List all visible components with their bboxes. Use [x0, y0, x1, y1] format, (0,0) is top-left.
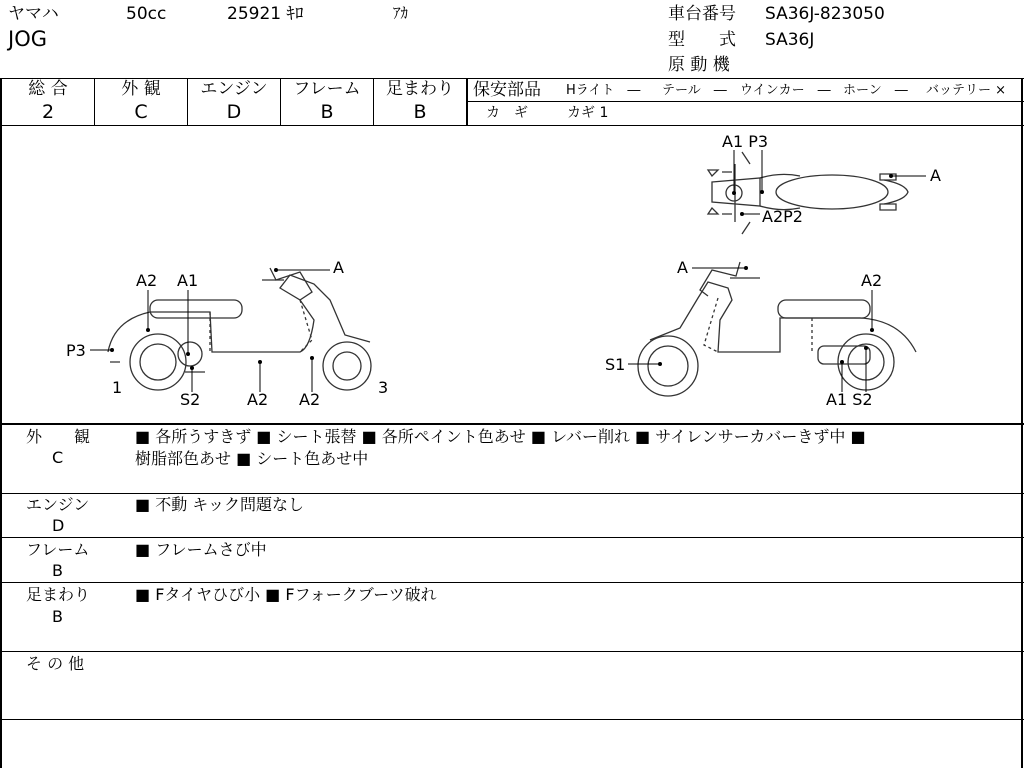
- safety-label: 保安部品: [473, 80, 541, 100]
- diag-label: A2: [299, 390, 321, 409]
- diag-label: A1: [177, 271, 199, 290]
- diag-label: A2: [861, 271, 883, 290]
- diag-label: A1 P3: [722, 132, 769, 151]
- notes-exterior-grade: C: [52, 448, 64, 467]
- color: ｱｶ: [393, 4, 409, 22]
- diag-label: 1: [112, 378, 123, 397]
- frame-label: フレーム: [293, 79, 361, 99]
- diag-label: S2: [180, 390, 201, 409]
- suspension-label: 足まわり: [386, 79, 454, 99]
- diag-label: 3: [378, 378, 389, 397]
- overall-grade: 2: [41, 101, 55, 123]
- engine-grade: D: [226, 101, 242, 123]
- notes-suspension-text: ■ Fタイヤひび小 ■ Fフォークブーツ破れ: [135, 585, 437, 604]
- notes-other-label: そ の 他: [26, 654, 85, 673]
- exterior-grade: C: [134, 101, 148, 123]
- notes-suspension-label: 足まわり: [26, 585, 91, 604]
- frame-no-label: 車台番号: [668, 4, 736, 24]
- top-view-scooter: [708, 152, 908, 234]
- notes-engine-label: エンジン: [26, 495, 90, 514]
- maker: ヤマハ: [8, 4, 59, 24]
- engine-label: エンジン: [200, 79, 268, 99]
- safety-horn: ホーン ―: [843, 83, 908, 98]
- frame-grade: B: [320, 101, 334, 123]
- overall-label: 総 合: [28, 79, 68, 99]
- safety-battery: バッテリー ×: [926, 83, 1007, 98]
- notes-exterior-line1: ■ 各所うすきず ■ シート張替 ■ 各所ペイント色あせ ■ レバー削れ ■ サイレンサーカバーきず中 ■: [135, 427, 866, 446]
- diag-label: A2: [136, 271, 158, 290]
- diag-label: A1 S2: [826, 390, 873, 409]
- diag-label: A: [930, 166, 941, 185]
- diag-label: A2: [247, 390, 269, 409]
- notes-engine-text: ■ 不動 キック問題なし: [135, 495, 304, 514]
- notes-frame-label: フレーム: [26, 540, 90, 559]
- type-label: 型 式: [668, 30, 736, 50]
- notes-engine-grade: D: [52, 516, 65, 535]
- leader-lines: [90, 150, 926, 392]
- diag-label: P3: [66, 341, 86, 360]
- notes-frame-grade: B: [52, 561, 63, 580]
- suspension-grade: B: [413, 101, 427, 123]
- type-value: SA36J: [765, 30, 815, 50]
- notes-exterior-line2: 樹脂部色あせ ■ シート色あせ中: [135, 449, 369, 468]
- safety-winker: ウインカー ―: [740, 83, 831, 98]
- frame-no: SA36J-823050: [765, 4, 885, 24]
- key-value: カギ 1: [567, 105, 609, 121]
- displacement: 50cc: [126, 4, 167, 24]
- diag-label: A2P2: [762, 207, 803, 226]
- notes-frame-text: ■ フレームさび中: [135, 540, 267, 559]
- notes-suspension-grade: B: [52, 607, 63, 626]
- safety-taillight: テール ―: [662, 83, 727, 98]
- exterior-label: 外 観: [121, 79, 161, 99]
- safety-headlight: Hライト ―: [566, 83, 641, 98]
- model-name: JOG: [8, 27, 47, 51]
- diag-label: A: [677, 258, 688, 277]
- key-label: カ ギ: [486, 105, 528, 121]
- diag-label: A: [333, 258, 344, 277]
- diag-label: S1: [605, 355, 626, 374]
- category: 原 動 機: [668, 55, 730, 75]
- notes-exterior-label: 外 観: [26, 427, 91, 446]
- mileage: 25921 ｷﾛ: [227, 4, 304, 24]
